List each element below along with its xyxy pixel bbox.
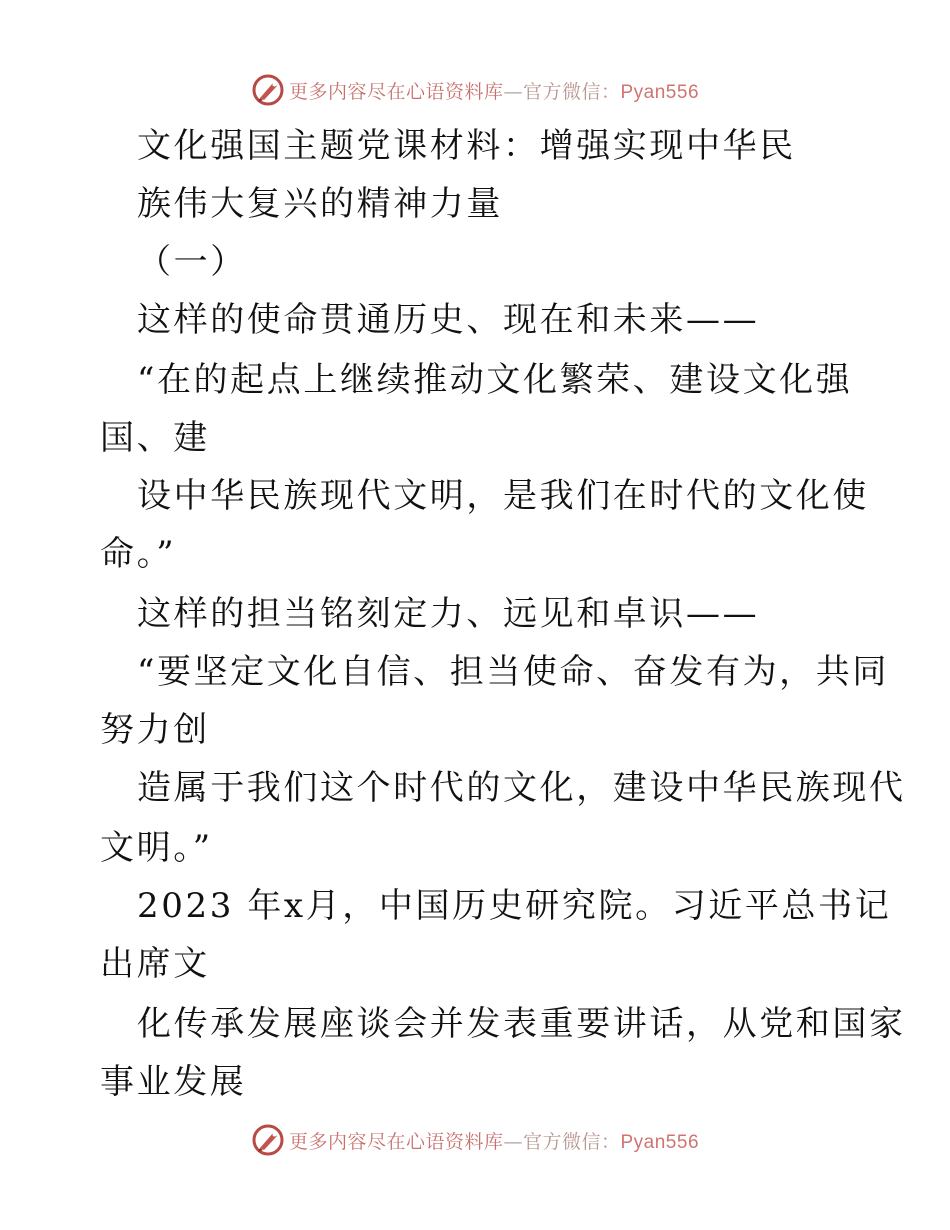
banner-text	[289, 77, 699, 104]
text-line: 命。”	[100, 534, 177, 574]
banner-wechat-id: Pyan556	[620, 81, 700, 103]
text-line: 努力创	[100, 710, 210, 750]
text-line: 设中华民族现代文明，是我们在时代的文化使	[137, 476, 869, 516]
text-line: 这样的使命贯通历史、现在和未来——	[137, 300, 760, 340]
text-line: “要坚定文化自信、担当使命、奋发有为，共同	[137, 652, 889, 692]
text-line: 出席文	[100, 944, 210, 984]
text-line: 这样的担当铭刻定力、远见和卓识——	[137, 594, 760, 634]
text-line: “在的起点上继续推动文化繁荣、建设文化强	[137, 360, 853, 400]
footer-banner	[0, 1120, 950, 1160]
text-line: 国、建	[100, 418, 210, 458]
banner-separator: —	[503, 1130, 523, 1153]
text-line: 造属于我们这个时代的文化，建设中华民族现代	[137, 768, 906, 808]
banner-site-name: 更多内容尽在心语资料库	[288, 80, 504, 103]
text-line: 文化强国主题党课材料：增强实现中华民	[137, 126, 796, 166]
pen-logo-icon	[251, 73, 285, 107]
banner-wechat-id: Pyan556	[620, 1131, 700, 1153]
text-line: 事业发展	[100, 1062, 247, 1102]
banner-text	[289, 1127, 699, 1154]
header-banner	[0, 70, 950, 110]
text-line: 文明。”	[100, 828, 213, 868]
pen-logo-icon	[251, 1123, 285, 1157]
text-line: 族伟大复兴的精神力量	[137, 184, 503, 224]
banner-wechat-label: 官方微信：	[522, 1130, 621, 1153]
banner-wechat-label: 官方微信：	[522, 80, 621, 103]
text-line: 2023 年x月，中国历史研究院。习近平总书记	[137, 886, 892, 926]
banner-separator: —	[503, 80, 523, 103]
text-line: 化传承发展座谈会并发表重要讲话，从党和国家	[137, 1004, 906, 1044]
text-line: （一）	[137, 242, 247, 282]
banner-site-name: 更多内容尽在心语资料库	[288, 1130, 504, 1153]
